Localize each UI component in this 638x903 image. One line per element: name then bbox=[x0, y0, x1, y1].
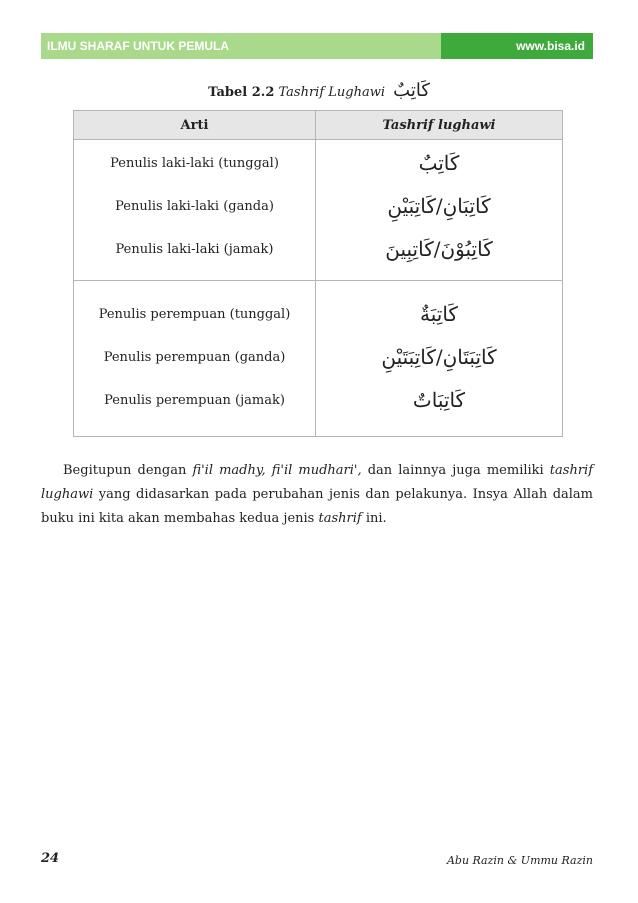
paragraph-text: ini. bbox=[361, 511, 387, 526]
arabic-item: كَاتِبٌ bbox=[418, 151, 460, 175]
header-tashrif: Tashrif lughawi bbox=[316, 111, 563, 140]
website-link[interactable]: www.bisa.id bbox=[441, 33, 593, 59]
arti-cell bbox=[74, 281, 316, 437]
paragraph-text: Begitupun dengan bbox=[63, 463, 193, 478]
arabic-cell bbox=[316, 140, 563, 281]
arti-cell bbox=[74, 140, 316, 281]
book-title: ILMU SHARAF UNTUK PEMULA bbox=[41, 33, 441, 59]
arti-item: Penulis laki-laki (jamak) bbox=[115, 242, 274, 257]
caption-title: Tashrif Lughawi bbox=[278, 85, 386, 100]
table-header-row bbox=[74, 111, 563, 140]
footer-author: Abu Razin & Ummu Razin bbox=[446, 854, 593, 867]
arabic-item: كَاتِبَانِ/كَاتِبَيْنِ bbox=[387, 194, 491, 218]
page-header bbox=[41, 33, 593, 59]
caption-arabic: كَاتِبٌ bbox=[393, 80, 430, 101]
arti-item: Penulis perempuan (ganda) bbox=[103, 350, 286, 365]
arti-item: Penulis laki-laki (tunggal) bbox=[110, 156, 279, 171]
arabic-item: كَاتِبُوْنَ/كَاتِبِينَ bbox=[385, 237, 493, 261]
page-number: 24 bbox=[41, 851, 60, 866]
table-group-female bbox=[74, 281, 563, 437]
body-paragraph bbox=[41, 459, 593, 531]
table-group-male bbox=[74, 140, 563, 281]
table-caption bbox=[0, 80, 638, 101]
caption-label: Tabel 2.2 bbox=[208, 85, 275, 100]
arabic-item: كَاتِبَاتٌ bbox=[412, 388, 466, 412]
paragraph-text: dan lainnya juga memiliki bbox=[361, 463, 550, 478]
arti-item: Penulis perempuan (jamak) bbox=[104, 393, 285, 408]
arabic-item: كَاتِبَتَانِ/كَاتِبَتَيْنِ bbox=[381, 345, 497, 369]
paragraph-term: fi'il madhy, fi'il mudhari', bbox=[192, 463, 362, 478]
tashrif-table bbox=[73, 110, 563, 437]
arabic-cell bbox=[316, 281, 563, 437]
paragraph-term: tashrif bbox=[318, 511, 362, 526]
paragraph-term: tashrif lughawi bbox=[41, 463, 593, 502]
arti-item: Penulis laki-laki (ganda) bbox=[115, 199, 274, 214]
arabic-item: كَاتِبَةٌ bbox=[420, 302, 458, 326]
arti-item: Penulis perempuan (tunggal) bbox=[98, 307, 291, 322]
paragraph-text: yang didasarkan pada perubahan jenis dan pelakunya. Insya Allah dalam buku ini kita akan membahas kedua jenis bbox=[41, 487, 593, 526]
header-arti: Arti bbox=[74, 111, 316, 140]
